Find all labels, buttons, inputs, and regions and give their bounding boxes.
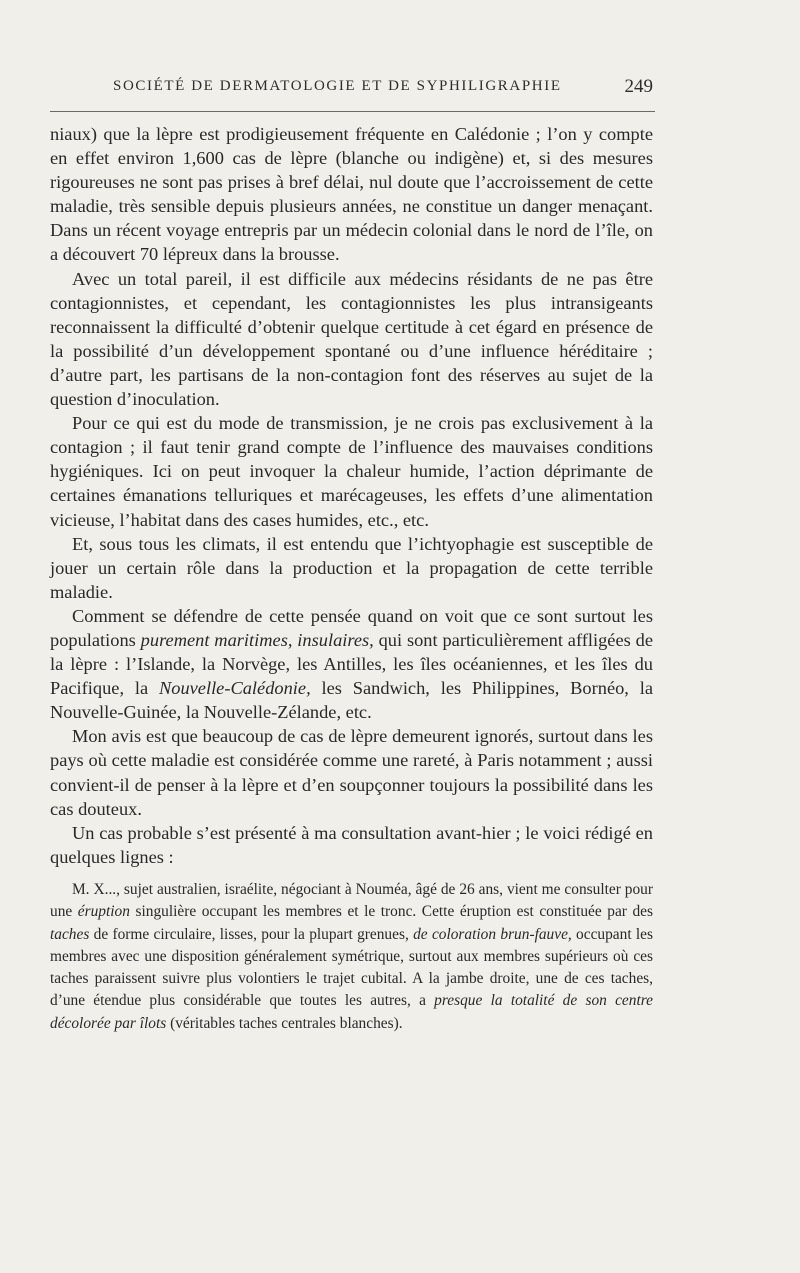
p5-text-c: qui sont particulièrement affligées de la lèpre : l’Islande, la Norvège, les Antilles, les îles océaniennes, et les îles du Pacifique, la bbox=[50, 629, 653, 699]
case-paragraph bbox=[50, 879, 653, 1035]
paragraph-4: Et, sous tous les climats, il est entendu que l’ichtyophagie est susceptible de jouer un certain rôle dans la production et la propagation de cette terrible maladie. bbox=[50, 533, 653, 602]
case-italic-eruption: éruption bbox=[77, 903, 130, 921]
paragraph-1: niaux) que la lèpre est prodigieusement fréquente en Calédonie ; l’on y compte en effet environ 1,600 cas de lèpre (blanche ou indigène) et, si des mesures rigoureuses ne sont pas prises à bref délai, nul doute que l’accroissement de cette maladie, très sensible depuis plusieurs années, ne constitue un danger menaçant. Dans un récent voyage entrepris par un médecin colonial dans le nord de l’île, on a découvert 70 lépreux dans la brousse. bbox=[50, 124, 653, 265]
paragraph-5 bbox=[50, 604, 653, 724]
case-italic-centre: presque la totalité de son centre décolorée par îlots bbox=[50, 992, 653, 1032]
running-header bbox=[113, 76, 653, 102]
case-report bbox=[50, 879, 653, 1035]
p5-italic-caledonie: Nouvelle-Calédonie, bbox=[158, 678, 311, 699]
paragraph-7: Un cas probable s’est présenté à ma consultation avant-hier ; le voici rédigé en quelques lignes : bbox=[50, 822, 653, 867]
running-title: SOCIÉTÉ DE DERMATOLOGIE ET DE SYPHILIGRAPHIE bbox=[113, 78, 562, 94]
header-rule bbox=[50, 111, 655, 112]
paragraph-6: Mon avis est que beaucoup de cas de lèpre demeurent ignorés, surtout dans les pays où cette maladie est considérée comme une rareté, à Paris notamment ; aussi convient-il de penser à la lèpre et d’en soupçonner toujours la possibilité dans les cas douteux. bbox=[50, 726, 653, 819]
main-text bbox=[50, 122, 653, 1035]
section-gap bbox=[50, 869, 653, 879]
p5-text-a: Comment se défendre de cette pensée quand on voit que ce sont surtout les populations bbox=[50, 605, 653, 650]
case-italic-coloration: de coloration brun-fauve, bbox=[413, 925, 572, 943]
paragraph-3: Pour ce qui est du mode de transmission, je ne crois pas exclusivement à la contagion ; il faut tenir grand compte de l’influence des mauvaises conditions hygiéniques. Ici on peut invoquer la chaleur humide, l’action déprimante de certaines émanations telluriques et marécageuses, les effets d’une alimentation vicieuse, l’habitat dans des cases humides, etc., etc. bbox=[50, 413, 653, 530]
p5-text-e: les Sandwich, les Philippines, Bornéo, la Nouvelle-Guinée, la Nouvelle-Zélande, etc. bbox=[50, 678, 653, 723]
page-number: 249 bbox=[624, 76, 653, 97]
case-text-g: occupant les membres avec une disposition généralement symétrique, surtout aux membres supérieurs où ces taches paraissent suivre plus volontiers le trajet cubital. A la jambe droite, une de ces taches, d’une étendue plus considérable que toutes les autres, a bbox=[50, 925, 654, 1010]
case-text-i: (véritables taches centrales blanches). bbox=[166, 1014, 403, 1032]
paragraph-2: Avec un total pareil, il est difficile aux médecins résidants de ne pas être contagionnistes, et cependant, les contagionnistes les plus intransigeants reconnaissent la difficulté d’obtenir quelque certitude à cet égard en présence de la possibilité d’un développement spontané ou d’une influence héréditaire ; d’autre part, les partisans de la non-contagion font des réserves au sujet de la question d’inoculation. bbox=[50, 268, 653, 410]
case-text-a: M. X..., sujet australien, israélite, négociant à Nouméa, âgé de 26 ans, vient me consulter pour une bbox=[50, 880, 653, 921]
case-text-e: de forme circulaire, lisses, pour la plupart grenues, bbox=[89, 925, 414, 943]
p5-italic-maritime: purement maritimes, insulaires, bbox=[140, 629, 374, 650]
case-italic-taches: taches bbox=[50, 925, 90, 943]
case-text-c: singulière occupant les membres et le tronc. Cette éruption est constituée par des bbox=[129, 903, 653, 921]
